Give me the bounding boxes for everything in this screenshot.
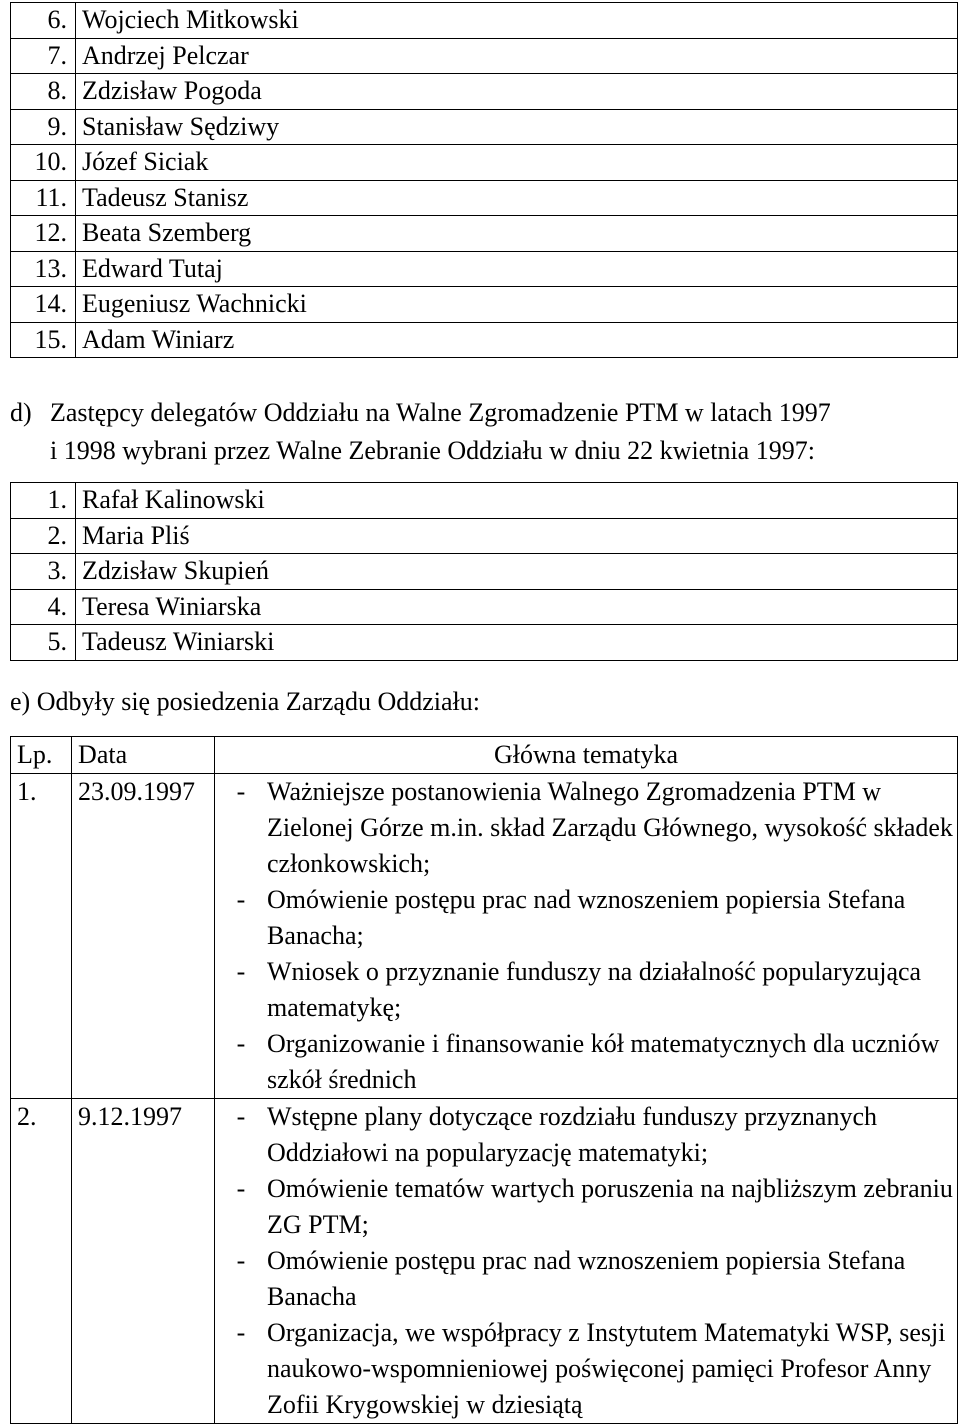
topic-text: Omówienie tematów wartych poruszenia na najbliższym zebraniu ZG PTM; <box>267 1174 953 1239</box>
list-number: 6. <box>11 3 76 39</box>
list-number: 9. <box>11 109 76 145</box>
member-row <box>11 180 958 216</box>
section-d-line1: Zastępcy delegatów Oddziału na Walne Zgromadzenie PTM w latach 1997 <box>50 398 831 427</box>
member-row <box>11 322 958 358</box>
meeting-lp: 1. <box>11 774 72 1099</box>
topic-bullet: - <box>236 1318 246 1347</box>
meeting-row <box>11 1099 958 1424</box>
person-name: Andrzej Pelczar <box>76 38 958 74</box>
deputy-row <box>11 483 958 519</box>
person-name: Adam Winiarz <box>76 322 958 358</box>
topic-text: Omówienie postępu prac nad wznoszeniem popiersia Stefana Banacha <box>267 1246 906 1311</box>
meeting-topics <box>215 1099 958 1424</box>
section-d-label: d) <box>10 398 32 427</box>
topic-bullet: - <box>236 957 246 986</box>
member-row <box>11 287 958 323</box>
meeting-topics <box>215 774 958 1099</box>
section-d-paragraph <box>10 394 950 470</box>
member-row <box>11 251 958 287</box>
list-number: 11. <box>11 180 76 216</box>
member-row <box>11 3 958 39</box>
topic-bullet: - <box>236 1029 246 1058</box>
list-number: 15. <box>11 322 76 358</box>
deputies-list <box>10 482 958 661</box>
person-name: Zdzisław Skupień <box>76 554 958 590</box>
topic-bullet: - <box>236 885 246 914</box>
meeting-date: 9.12.1997 <box>72 1099 215 1424</box>
deputy-row <box>11 518 958 554</box>
list-number: 10. <box>11 145 76 181</box>
topic-bullet: - <box>236 1174 246 1203</box>
list-number: 7. <box>11 38 76 74</box>
header-date: Data <box>72 737 215 774</box>
topic-item <box>215 774 957 882</box>
person-name: Eugeniusz Wachnicki <box>76 287 958 323</box>
meetings-table <box>10 736 958 1424</box>
section-e-heading: e) Odbyły się posiedzenia Zarządu Oddziału: <box>10 687 480 716</box>
deputy-row <box>11 554 958 590</box>
topic-item <box>215 1099 957 1171</box>
member-row <box>11 109 958 145</box>
topic-text: Omówienie postępu prac nad wznoszeniem popiersia Stefana Banacha; <box>267 885 906 950</box>
topic-text: Organizowanie i finansowanie kół matematycznych dla uczniów szkół średnich <box>267 1029 940 1094</box>
list-number: 14. <box>11 287 76 323</box>
topic-text: Wstępne plany dotyczące rozdziału funduszy przyznanych Oddziałowi na popularyzację matematyki; <box>267 1102 878 1167</box>
deputy-row <box>11 589 958 625</box>
topic-bullet: - <box>236 1246 246 1275</box>
member-row <box>11 38 958 74</box>
list-number: 12. <box>11 216 76 252</box>
person-name: Edward Tutaj <box>76 251 958 287</box>
meetings-header-row <box>11 737 958 774</box>
person-name: Rafał Kalinowski <box>76 483 958 519</box>
meeting-date: 23.09.1997 <box>72 774 215 1099</box>
header-topic: Główna tematyka <box>215 737 958 774</box>
topic-item <box>215 882 957 954</box>
list-number: 13. <box>11 251 76 287</box>
topic-item <box>215 954 957 1026</box>
member-row <box>11 216 958 252</box>
topic-text: Organizacja, we współpracy z Instytutem Matematyki WSP, sesji naukowo-wspomnieniowej poświęconej pamięci Profesor Anny Zofii Krygowskiej w dziesiątą <box>267 1318 946 1419</box>
section-d-line2: i 1998 wybrani przez Walne Zebranie Oddziału w dniu 22 kwietnia 1997: <box>50 436 815 465</box>
person-name: Teresa Winiarska <box>76 589 958 625</box>
list-number: 4. <box>11 589 76 625</box>
header-lp: Lp. <box>11 737 72 774</box>
topic-bullet: - <box>236 777 246 806</box>
person-name: Stanisław Sędziwy <box>76 109 958 145</box>
person-name: Józef Siciak <box>76 145 958 181</box>
topic-text: Wniosek o przyznanie funduszy na działalność popularyzująca matematykę; <box>267 957 922 1022</box>
member-row <box>11 145 958 181</box>
list-number: 5. <box>11 625 76 661</box>
topic-text: Ważniejsze postanowienia Walnego Zgromadzenia PTM w Zielonej Górze m.in. skład Zarządu Głównego, wysokość składek członkowskich; <box>267 777 953 878</box>
meeting-row <box>11 774 958 1099</box>
list-number: 8. <box>11 74 76 110</box>
topic-item <box>215 1026 957 1098</box>
person-name: Beata Szemberg <box>76 216 958 252</box>
members-list <box>10 2 958 358</box>
topic-item <box>215 1171 957 1243</box>
person-name: Tadeusz Winiarski <box>76 625 958 661</box>
person-name: Tadeusz Stanisz <box>76 180 958 216</box>
list-number: 1. <box>11 483 76 519</box>
topic-item <box>215 1243 957 1315</box>
deputy-row <box>11 625 958 661</box>
list-number: 2. <box>11 518 76 554</box>
meeting-lp: 2. <box>11 1099 72 1424</box>
list-number: 3. <box>11 554 76 590</box>
person-name: Zdzisław Pogoda <box>76 74 958 110</box>
person-name: Wojciech Mitkowski <box>76 3 958 39</box>
topic-bullet: - <box>236 1102 246 1131</box>
member-row <box>11 74 958 110</box>
topic-item <box>215 1315 957 1423</box>
person-name: Maria Pliś <box>76 518 958 554</box>
